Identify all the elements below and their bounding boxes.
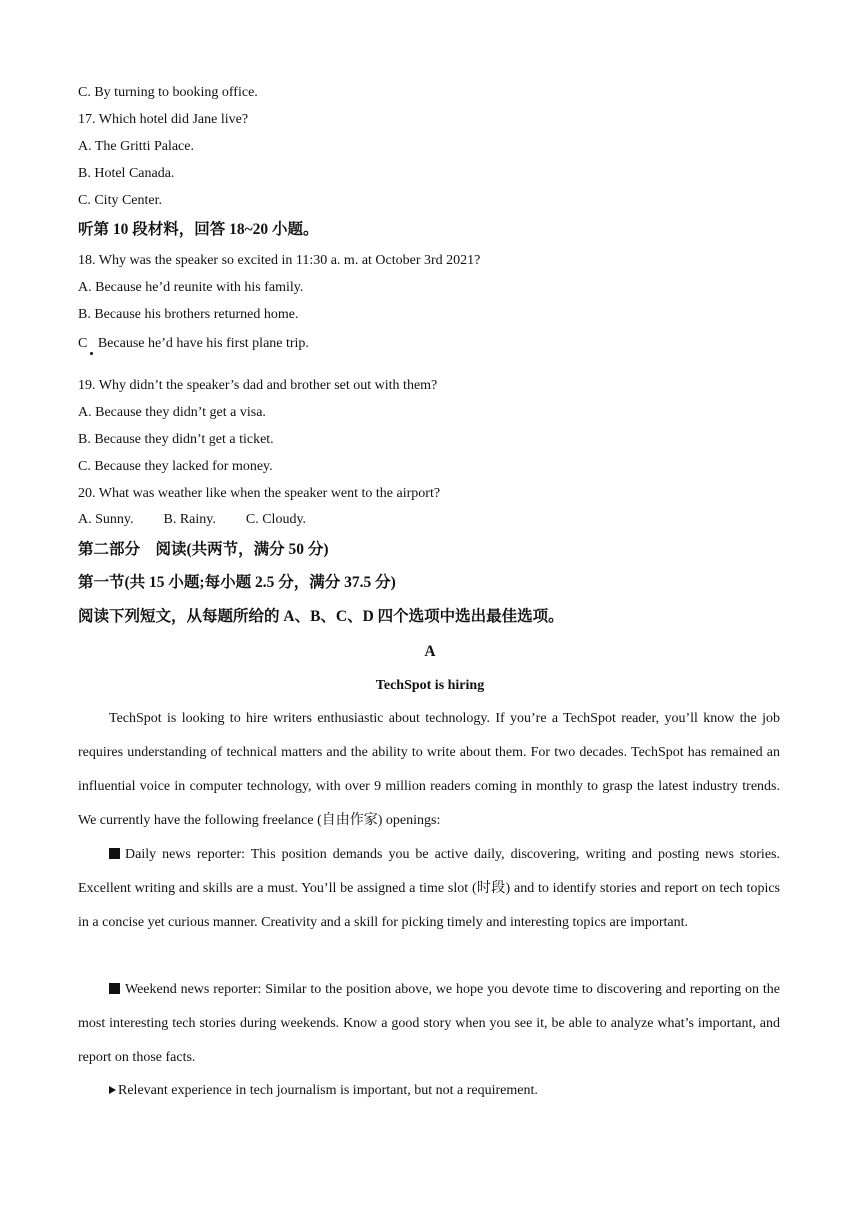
q20-option-b: B. Rainy.: [163, 512, 216, 527]
q17-option-a: A. The Gritti Palace.: [78, 139, 194, 154]
q17-option-c: C. City Center.: [78, 193, 162, 208]
section-one-heading: 第一节(共 15 小题;每小题 2.5 分，满分 37.5 分): [78, 574, 396, 591]
q18-option-a: A. Because he’d reunite with his family.: [78, 280, 304, 295]
q18-option-b: B. Because his brothers returned home.: [78, 307, 299, 322]
square-bullet-icon: [109, 983, 120, 994]
q20-stem: 20. What was weather like when the speaker went to the airport?: [78, 486, 441, 501]
q19-option-a: A. Because they didn’t get a visa.: [78, 405, 266, 420]
q18-stem: 18. Why was the speaker so excited in 11:30 a. m. at October 3rd 2021?: [78, 253, 481, 268]
passage-title: TechSpot is hiring: [375, 678, 485, 693]
q19-option-b: B. Because they didn’t get a ticket.: [78, 432, 274, 447]
triangle-bullet-icon: [109, 1086, 116, 1094]
paragraph-3-text: Weekend news reporter: Similar to the position above, we hope you devote time to discovering and reporting on the most interesting tech stories during weekends. Know a good story when you see it, be able to analyze what’s important, and report on those facts.: [78, 982, 780, 1065]
q20-option-c: C. Cloudy.: [245, 512, 307, 527]
paragraph-4-text: Relevant experience in tech journalism is important, but not a requirement.: [118, 1083, 538, 1098]
passage-paragraph-3: [78, 973, 780, 1075]
q16-option-c: C. By turning to booking office.: [78, 85, 258, 100]
part-two-heading: 第二部分 阅读(共两节，满分 50 分): [78, 541, 329, 558]
reading-instruction: 阅读下列短文，从每题所给的 A、B、C、D 四个选项中选出最佳选项。: [78, 608, 564, 625]
q17-option-b: B. Hotel Canada.: [78, 166, 175, 181]
square-bullet-icon: [109, 848, 120, 859]
passage-paragraph-1: TechSpot is looking to hire writers enthusiastic about technology. If you’re a TechSpot reader, you’ll know the job requires understanding of technical matters and the ability to write about them. For two decades. TechSpot has remained an influential voice in computer technology, with over 9 million readers coming in monthly to grasp the latest industry trends. We currently have the following freelance (自由作家) openings:: [78, 711, 780, 828]
q20-options: [78, 511, 306, 529]
stray-dot: [90, 352, 93, 355]
q17-stem: 17. Which hotel did Jane live?: [78, 112, 249, 127]
passage-letter: A: [424, 643, 436, 660]
passage-paragraph-2: [78, 838, 780, 940]
q18-option-c: C Because he’d have his first plane trip.: [78, 336, 309, 351]
section-10-heading: 听第 10 段材料，回答 18~20 小题。: [78, 221, 319, 238]
q19-option-c: C. Because they lacked for money.: [78, 459, 273, 474]
q19-stem: 19. Why didn’t the speaker’s dad and brother set out with them?: [78, 378, 438, 393]
paragraph-2-text: Daily news reporter: This position demands you be active daily, discovering, writing and posting news stories. Excellent writing and skills are a must. You’ll be assigned a time slot (时段) and to identify stories and report on tech topics in a concise yet curious manner. Creativity and a skill for picking timely and interesting topics are important.: [78, 847, 780, 930]
q20-option-a: A. Sunny.: [78, 512, 134, 527]
passage-paragraph-4: [78, 1074, 780, 1108]
